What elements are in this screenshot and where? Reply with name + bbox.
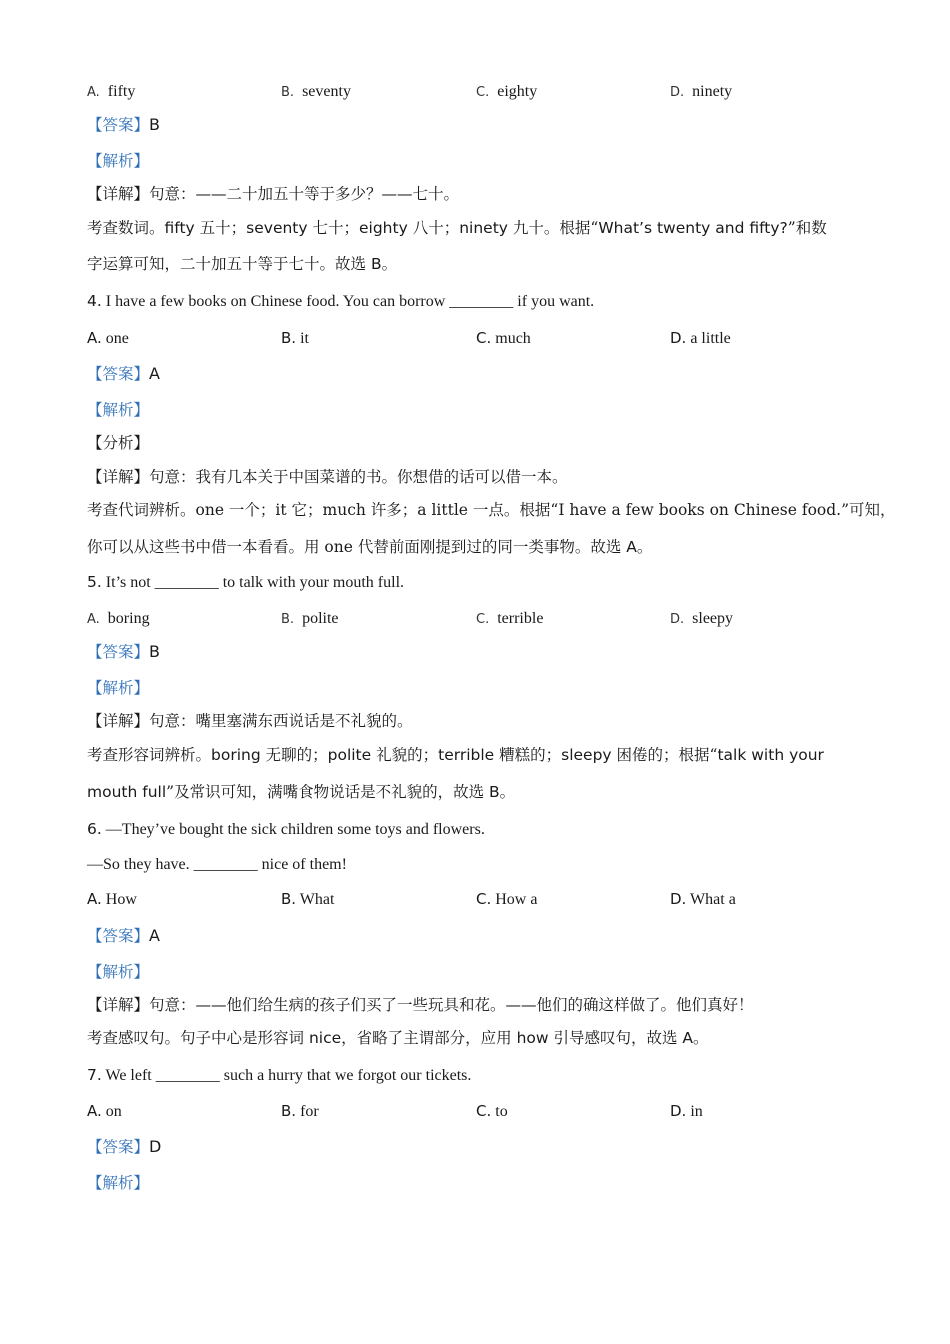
q6-analysis-tag: 【解析】	[87, 963, 150, 981]
q5-option-d: D. sleepy	[670, 610, 734, 627]
q7-option-b: B. for	[281, 1102, 319, 1120]
q3-explanation-line1: 考查数词。fifty 五十；seventy 七十；eighty 八十；ninety 九十。根据“What’s twenty and fifty?”和数	[87, 219, 827, 237]
q7-option-d: D. in	[670, 1102, 703, 1120]
q3-explanation-line2: 字运算可知，二十加五十等于七十。故选 B。	[87, 255, 398, 273]
q7-option-a: A. on	[87, 1102, 122, 1120]
q5-stem: 5. It’s not ________ to talk with your mouth full.	[87, 573, 405, 591]
q4-option-a: A. one	[87, 329, 129, 347]
q4-option-b: B. it	[281, 329, 309, 347]
q5-explanation-line2: mouth full”及常识可知，满嘴食物说话是不礼貌的，故选 B。	[87, 783, 516, 801]
q4-answer: 【答案】A	[87, 364, 160, 383]
q4-explanation-line1: 考查代词辨析。one 一个；it 它；much 许多；a little 一点。根据“I have a few books on Chinese food.”可知，	[87, 501, 896, 519]
q5-option-b: B. polite	[281, 610, 339, 627]
q6-option-d: D. What a	[670, 890, 736, 908]
q3-option-a: A. fifty	[87, 83, 136, 100]
q7-answer: 【答案】D	[87, 1137, 162, 1156]
q6-answer: 【答案】A	[87, 926, 160, 945]
q4-detail: 【详解】句意：我有几本关于中国菜谱的书。你想借的话可以借一本。	[87, 468, 568, 486]
q4-option-d: D. a little	[670, 329, 731, 347]
q4-explanation-line2: 你可以从这些书中借一本看看。用 one 代替前面刚提到过的同一类事物。故选 A。	[87, 538, 653, 556]
q3-analysis-tag: 【解析】	[87, 152, 150, 170]
q3-option-d: D. ninety	[670, 83, 733, 100]
q3-answer: 【答案】B	[87, 115, 160, 134]
q6-explanation-line1: 考查感叹句。句子中心是形容词 nice，省略了主谓部分，应用 how 引导感叹句，故选 A。	[87, 1029, 709, 1047]
q7-option-c: C. to	[476, 1102, 508, 1120]
q3-option-c: C. eighty	[476, 83, 538, 100]
q3-option-b: B. seventy	[281, 83, 351, 100]
q6-stem-line1: 6. —They’ve bought the sick children some toys and flowers.	[87, 820, 485, 838]
q4-analysis-tag: 【解析】	[87, 401, 150, 419]
q6-detail: 【详解】句意：——他们给生病的孩子们买了一些玩具和花。——他们的确这样做了。他们真好！	[87, 996, 754, 1014]
q5-option-a: A. boring	[87, 610, 150, 627]
q4-fenxi-tag: 【分析】	[87, 434, 150, 452]
q7-stem: 7. We left ________ such a hurry that we forgot our tickets.	[87, 1066, 472, 1084]
q5-answer: 【答案】B	[87, 642, 160, 661]
q6-option-b: B. What	[281, 890, 335, 908]
q5-explanation-line1: 考查形容词辨析。boring 无聊的；polite 礼貌的；terrible 糟糕的；sleepy 困倦的；根据“talk with your	[87, 746, 824, 764]
q6-stem-line2: —So they have. ________ nice of them!	[87, 856, 347, 873]
q6-option-c: C. How a	[476, 890, 538, 908]
q6-option-a: A. How	[87, 890, 137, 908]
q5-detail: 【详解】句意：嘴里塞满东西说话是不礼貌的。	[87, 712, 413, 730]
q5-option-c: C. terrible	[476, 610, 544, 627]
q3-detail: 【详解】句意：——二十加五十等于多少？——七十。	[87, 185, 460, 203]
q4-option-c: C. much	[476, 329, 531, 347]
q5-analysis-tag: 【解析】	[87, 679, 150, 697]
q7-analysis-tag: 【解析】	[87, 1174, 150, 1192]
q4-stem: 4. I have a few books on Chinese food. You can borrow ________ if you want.	[87, 292, 595, 310]
